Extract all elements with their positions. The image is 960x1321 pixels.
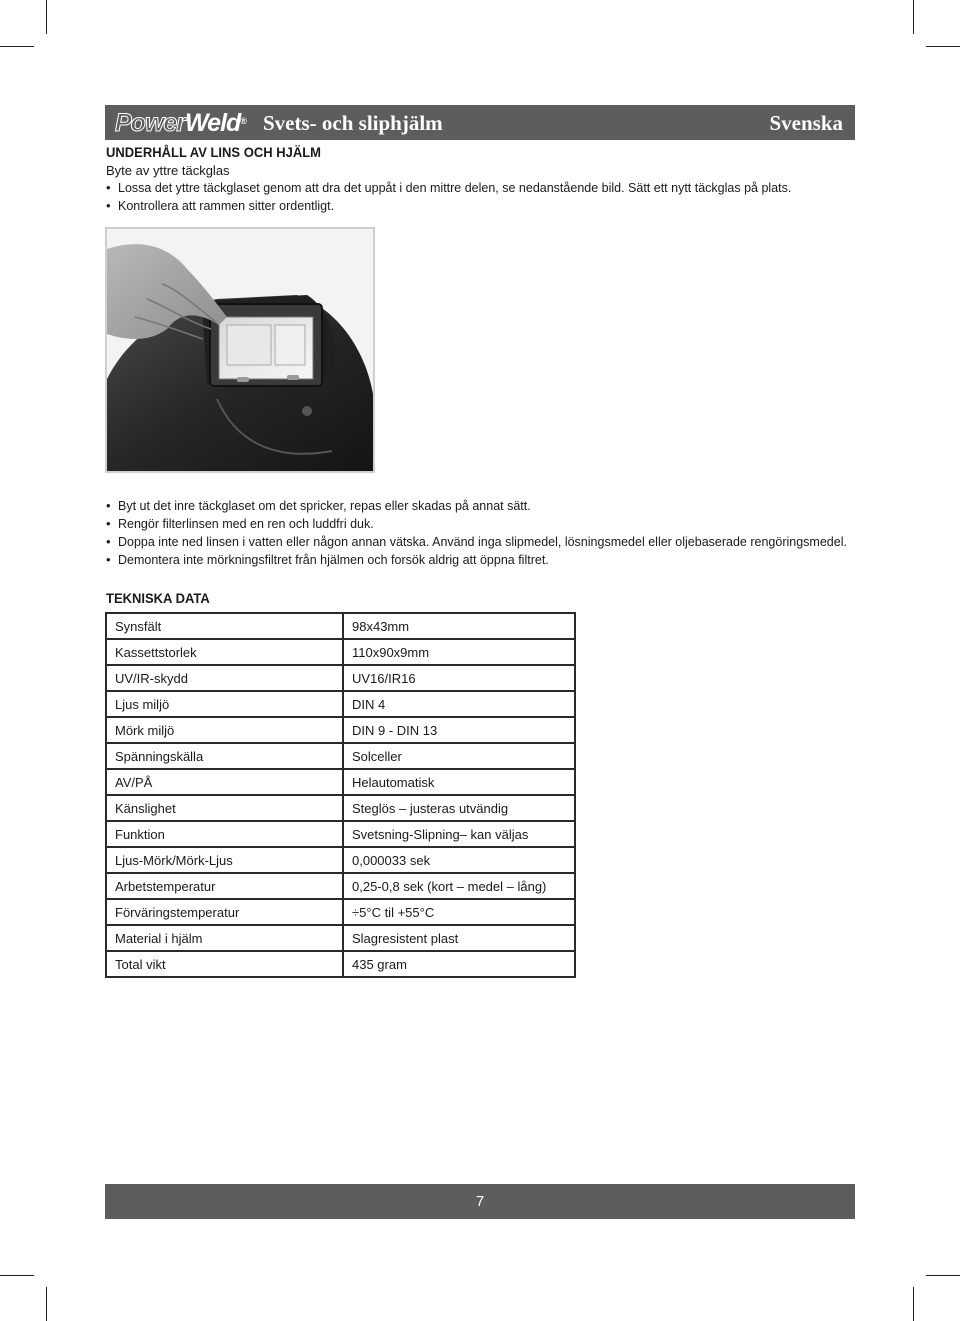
spec-value: DIN 9 - DIN 13: [343, 717, 575, 743]
table-row: [106, 717, 575, 743]
specs-heading: TEKNISKA DATA: [106, 590, 210, 607]
spec-value: 110x90x9mm: [343, 639, 575, 665]
table-row: [106, 847, 575, 873]
crop-mark: [46, 1287, 47, 1321]
table-row: [106, 795, 575, 821]
care-notes: [106, 497, 847, 569]
helmet-lens-photo: [105, 227, 375, 473]
crop-mark: [0, 1275, 34, 1276]
spec-value: 98x43mm: [343, 613, 575, 639]
spec-value: DIN 4: [343, 691, 575, 717]
table-row: [106, 873, 575, 899]
specs-table: [105, 612, 576, 978]
spec-value: 435 gram: [343, 951, 575, 977]
spec-label: Kassettstorlek: [106, 639, 343, 665]
spec-value: ÷5°C til +55°C: [343, 899, 575, 925]
table-row: [106, 639, 575, 665]
crop-mark: [926, 1275, 960, 1276]
page-number: 7: [475, 1193, 485, 1210]
spec-label: UV/IR-skydd: [106, 665, 343, 691]
helmet-illustration: [107, 229, 373, 471]
list-item: • Byt ut det inre täckglaset om det spricker, repas eller skadas på annat sätt.: [106, 497, 847, 515]
table-row: [106, 743, 575, 769]
spec-label: Material i hjälm: [106, 925, 343, 951]
spec-value: Svetsning-Slipning– kan väljas: [343, 821, 575, 847]
list-item: • Kontrollera att rammen sitter ordentligt.: [106, 197, 791, 215]
spec-label: Spänningskälla: [106, 743, 343, 769]
spec-label: Ljus miljö: [106, 691, 343, 717]
table-row: [106, 691, 575, 717]
spec-value: Helautomatisk: [343, 769, 575, 795]
list-item: • Lossa det yttre täckglaset genom att dra det uppåt i den mittre delen, se nedanstående bild. Sätt ett nytt täckglas på plats.: [106, 179, 791, 197]
crop-mark: [926, 46, 960, 47]
spec-value: Steglös – justeras utvändig: [343, 795, 575, 821]
table-row: [106, 769, 575, 795]
spec-label: Total vikt: [106, 951, 343, 977]
crop-mark: [46, 0, 47, 34]
page-footer: [105, 1184, 855, 1219]
list-item: • Rengör filterlinsen med en ren och luddfri duk.: [106, 515, 847, 533]
spec-label: AV/PÅ: [106, 769, 343, 795]
spec-value: Solceller: [343, 743, 575, 769]
table-row: [106, 665, 575, 691]
logo-weld-text: Weld: [185, 109, 241, 137]
spec-value: Slagresistent plast: [343, 925, 575, 951]
spec-label: Känslighet: [106, 795, 343, 821]
page-header: [105, 105, 855, 140]
spec-label: Mörk miljö: [106, 717, 343, 743]
table-row: [106, 899, 575, 925]
table-row: [106, 613, 575, 639]
spec-value: 0,25-0,8 sek (kort – medel – lång): [343, 873, 575, 899]
spec-value: 0,000033 sek: [343, 847, 575, 873]
maintenance-steps: [106, 179, 791, 215]
crop-mark: [0, 46, 34, 47]
spec-value: UV16/IR16: [343, 665, 575, 691]
logo-power-text: Power: [115, 109, 186, 137]
maintenance-heading: UNDERHÅLL AV LINS OCH HJÄLM: [106, 144, 321, 161]
spec-label: Arbetstemperatur: [106, 873, 343, 899]
spec-label: Ljus-Mörk/Mörk-Ljus: [106, 847, 343, 873]
table-row: [106, 951, 575, 977]
spec-label: Funktion: [106, 821, 343, 847]
maintenance-subheading: Byte av yttre täckglas: [106, 163, 230, 178]
spec-label: Förväringstemperatur: [106, 899, 343, 925]
table-row: [106, 821, 575, 847]
spec-label: Synsfält: [106, 613, 343, 639]
crop-mark: [913, 1287, 914, 1321]
list-item: • Doppa inte ned linsen i vatten eller någon annan vätska. Använd inga slipmedel, lösningsmedel eller oljebaserade rengöringsmedel.: [106, 533, 847, 551]
registered-mark: ®: [240, 116, 246, 126]
list-item: • Demontera inte mörkningsfiltret från hjälmen och forsök aldrig att öppna filtret.: [106, 551, 847, 569]
document-title: Svets- och sliphjälm: [263, 111, 443, 135]
table-row: [106, 925, 575, 951]
brand-logo: [115, 108, 246, 138]
crop-mark: [913, 0, 914, 34]
language-label: Svenska: [769, 111, 843, 135]
